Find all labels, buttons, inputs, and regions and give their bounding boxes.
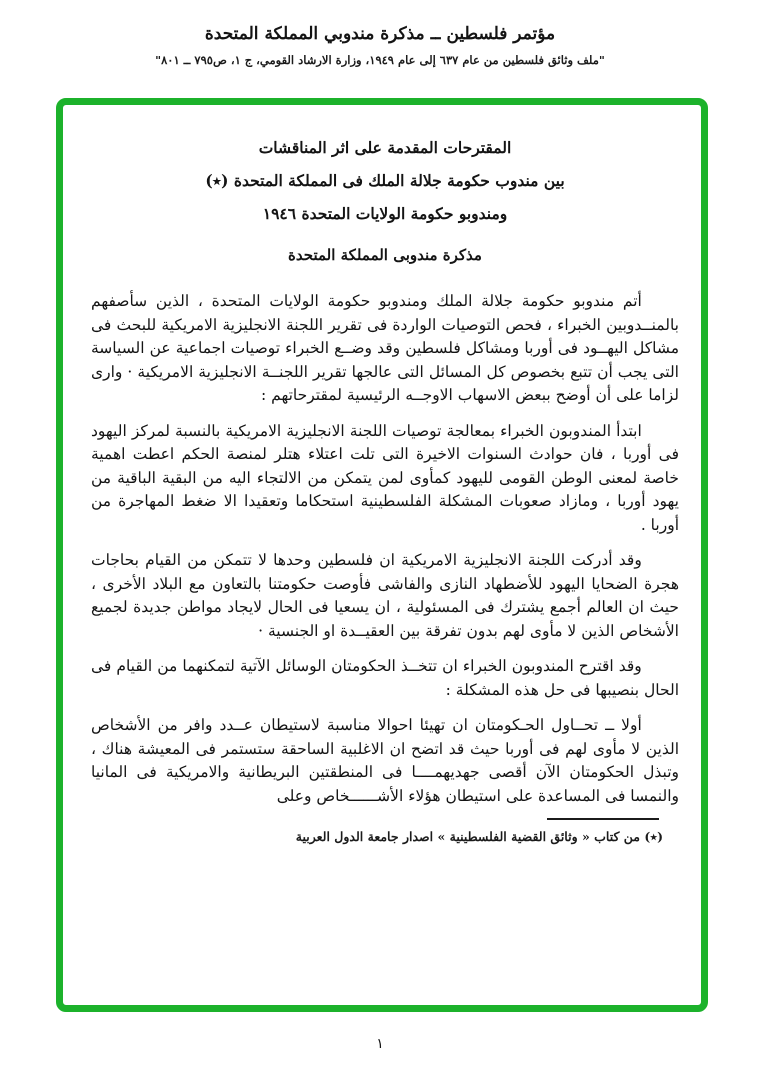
doc-subheading: مذكرة مندوبى المملكة المتحدة: [288, 246, 482, 264]
paragraph: أتم مندوبو حكومة جلالة الملك ومندوبو حكومة الولايات المتحدة ، الذين سأصفهم بالمنــدوبين الخبراء ، فحص التوصيات الواردة فى تقرير اللجنة الانجليزية الامريكية للبحث فى مشاكل اليهــود فى أوربا ومشاكل فلسطين وقد وضــع الخبراء توصيات اجماعية عن السياسة التى يجب أن تتبع بخصوص كل المسائل التى عالجها تقرير اللجنــة الانجليزية الامريكية · وارى لزاما على أن أوضح ببعض الاسهاب الاوجــه الرئيسية لمقترحاتهم :: [91, 292, 679, 404]
page-header: [0, 24, 760, 67]
doc-heading-line-3: ومندوبو حكومة الولايات المتحدة ١٩٤٦: [262, 204, 508, 223]
document-body: [91, 290, 679, 808]
footnote: (٭) من كتاب « وثائق القضية الفلسطينية » اصدار جامعة الدول العربية: [295, 829, 663, 844]
doc-heading-line-2: بين مندوب حكومة جلالة الملك فى المملكة المتحدة (٭): [205, 171, 565, 190]
doc-heading-line-1: المقترحات المقدمة على اثر المناقشات: [258, 138, 512, 157]
paragraph: وقد اقترح المندوبون الخبراء ان تتخــذ الحكومتان الوسائل الآتية لتمكنهما من القيام فى الحال بنصيبها فى حل هذه المشكلة :: [91, 657, 679, 699]
header-source-citation: "ملف وثائق فلسطين من عام ٦٣٧ إلى عام ١٩٤٩، وزارة الارشاد القومي، ج ١، ص٧٩٥ ــ ٨٠١": [155, 53, 605, 67]
document-content: [63, 105, 701, 1005]
footnote-block: [91, 818, 679, 844]
header-title: مؤتمر فلسطين ــ مذكرة مندوبي المملكة المتحدة: [204, 24, 556, 44]
paragraph: أولا ــ تحــاول الحـكومتان ان تهيئا احوالا مناسبة لاستيطان عــدد وافر من الأشخاص الذين لا مأوى لهم فى أوربا حيث قد اتضح ان الاغلبية الساحقة ستستمر فى المعيشة هناك ، وتبذل الحكومتان الآن أقصى جهديهمــــا فى المنطقتين البريطانية والامريكية فى المانيا والنمسا فى المساعدة على استيطان هؤلاء الأشــــــخاص وعلى: [91, 716, 679, 805]
document-headings: [91, 131, 679, 264]
page-number: ١: [376, 1036, 384, 1052]
paragraph: ابتدأ المندوبون الخبراء بمعالجة توصيات اللجنة الانجليزية الامريكية بالنسبة لمركز اليهود فى أوربا ، فان حوادث السنوات الاخيرة التى تلت اعتلاء هتلر لمنصة الحكم اعطت اهمية خاصة لمعنى الوطن القومى لليهود كمأوى لمن يتمكن من الالتجاء اليه من البقية الباقية من يهود أوربا ، ومازاد صعوبات المشكلة الفلسطينية استحكاما وتعقيدا الا ضغط المهاجرة من أوربا .: [91, 421, 679, 534]
paragraph: وقد أدركت اللجنة الانجليزية الامريكية ان فلسطين وحدها لا تتمكن من القيام بحاجات هجرة الضحايا اليهود للأضطهاد النازى والفاشى فأوصت حكومتنا بالتعاون مع البلاد الأخرى ، حيث ان العالم أجمع يشترك فى المسئولية ، ان يسعيا فى الحال لايجاد مواطن جديدة لجميع الأشخاص الذين لا مأوى لهم بدون تفرقة بين العقيــدة او الجنسية ·: [91, 551, 679, 640]
green-document-frame: [56, 98, 708, 1012]
footnote-separator: [547, 818, 659, 820]
